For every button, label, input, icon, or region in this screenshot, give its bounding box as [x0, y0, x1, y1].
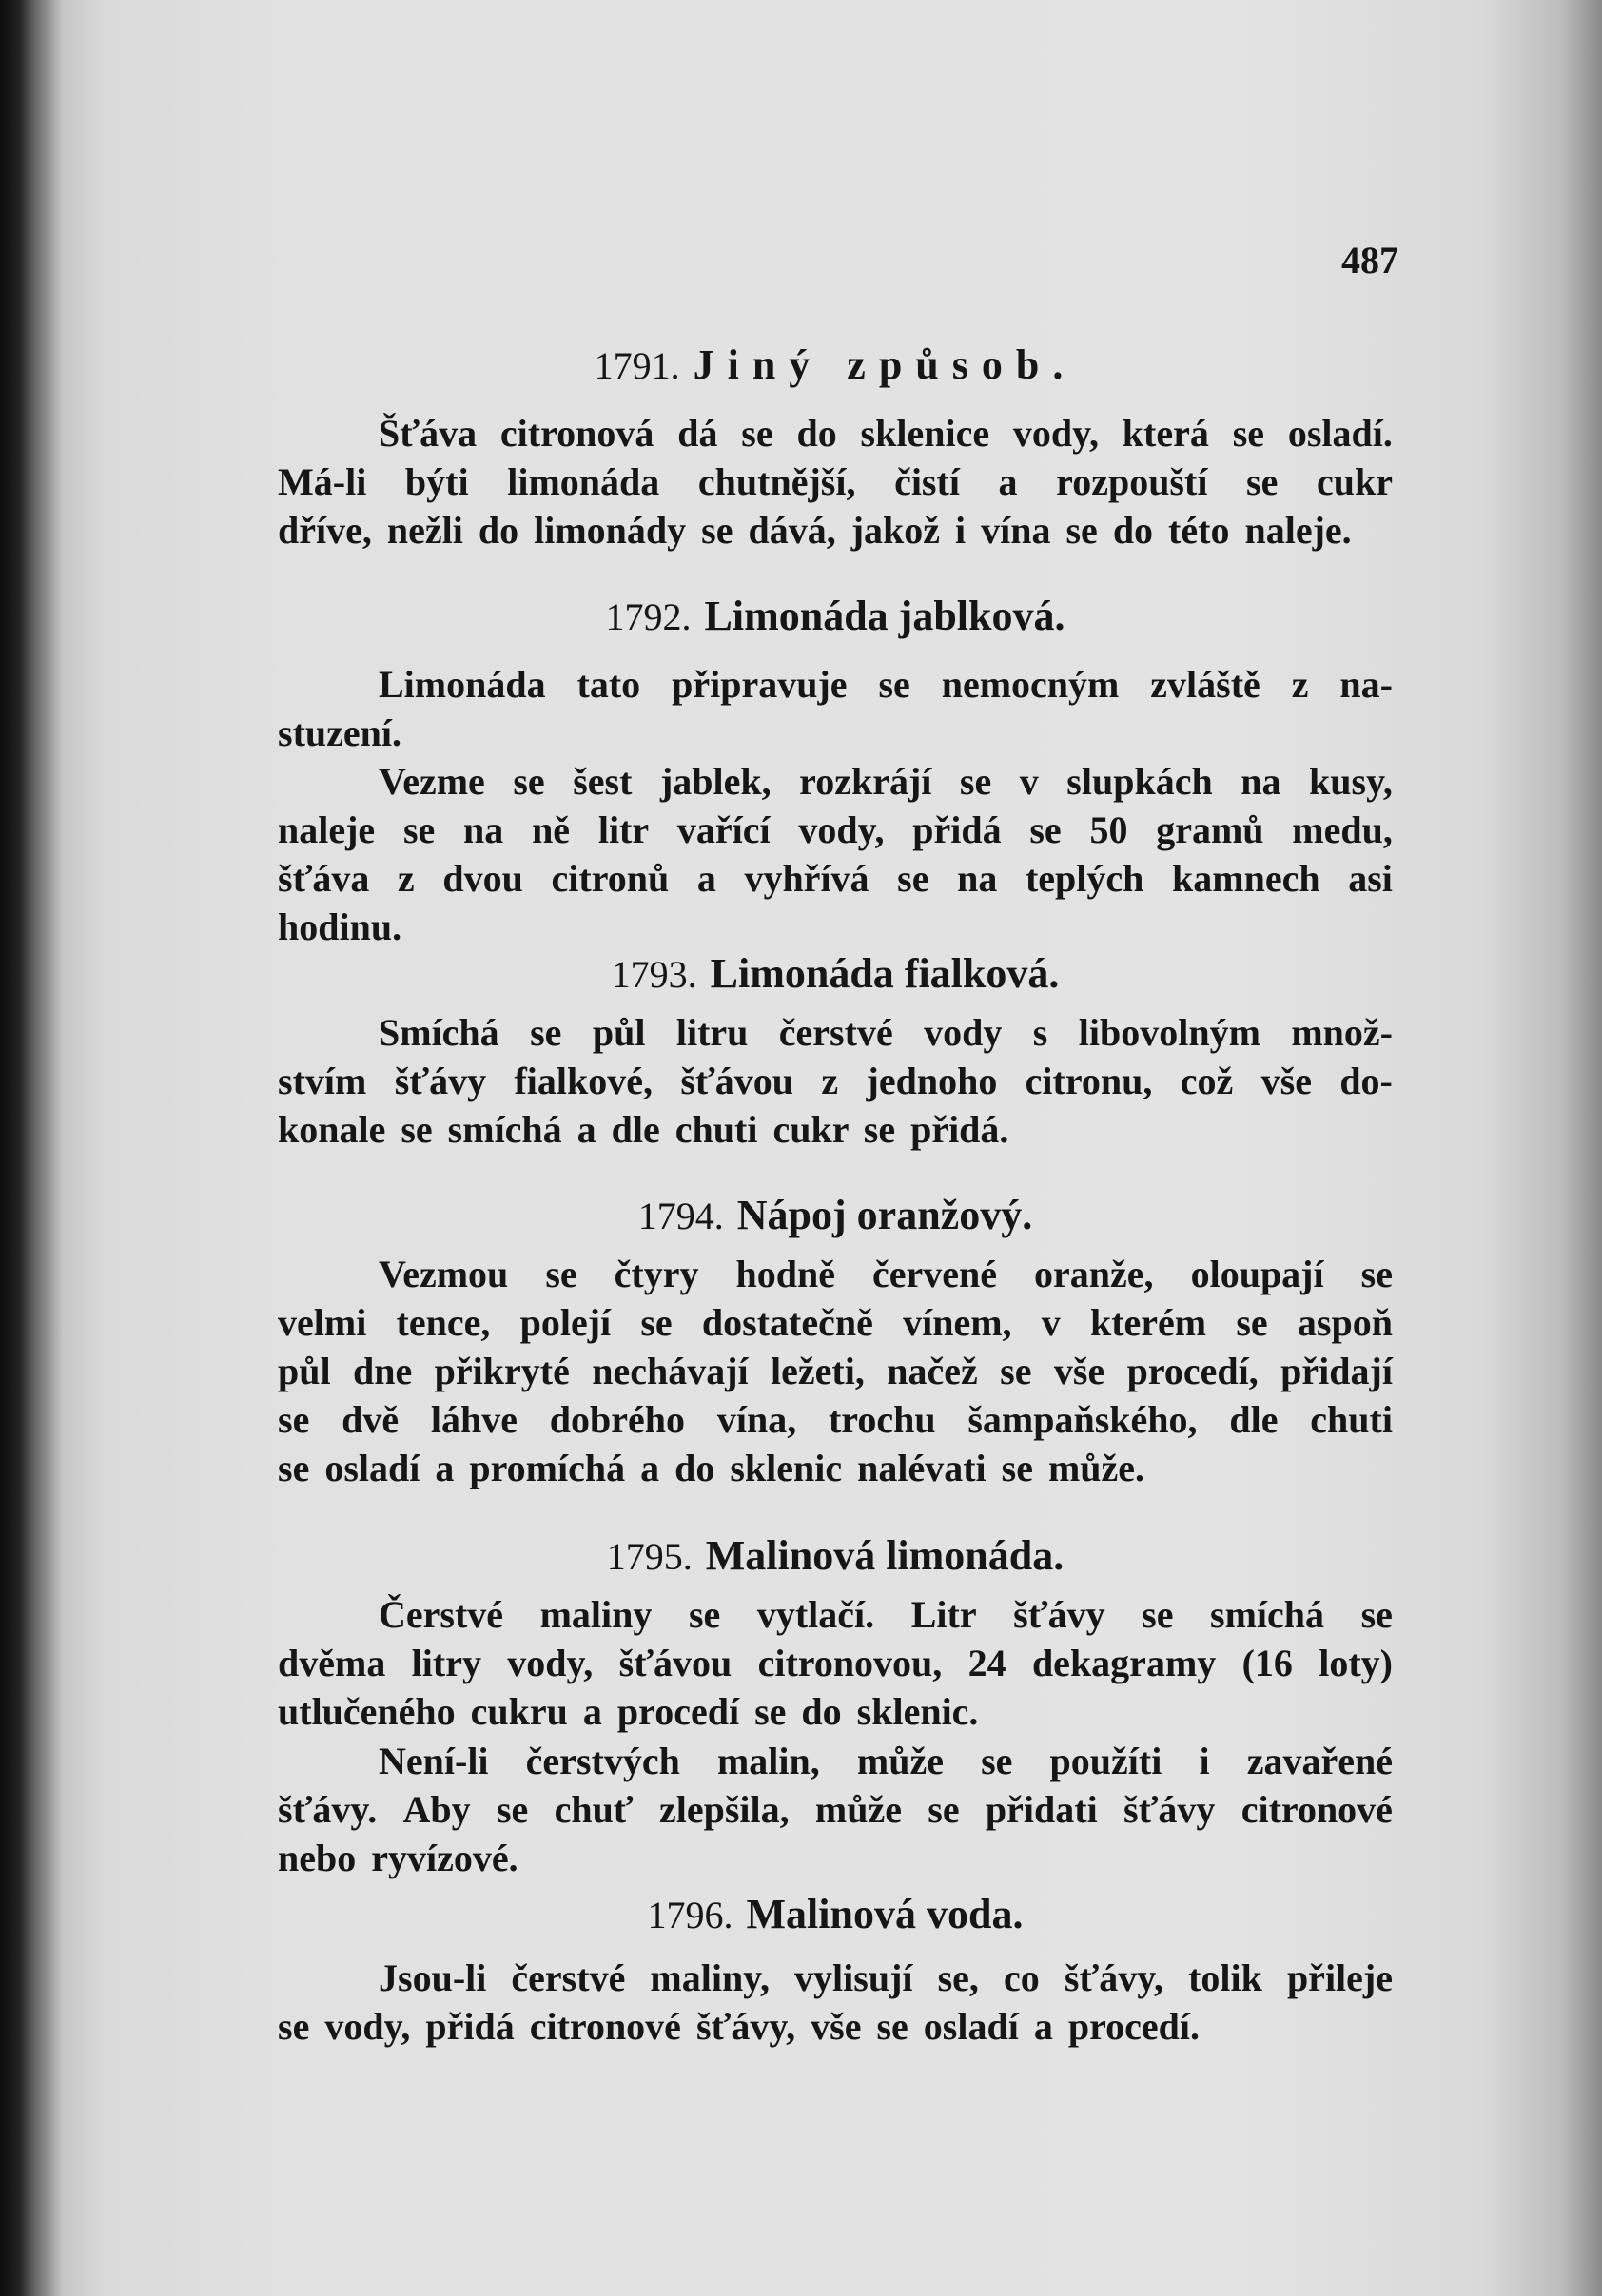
text-line: dvěma litry vody, šťávou citronovou, 24 dekagramy (16 loty): [278, 1642, 1393, 1684]
text-line: konale se smíchá a dle chuti cukr se přidá.: [278, 1108, 1009, 1151]
recipe-paragraph: [278, 1590, 1393, 1736]
recipe-heading: [278, 1531, 1393, 1580]
text-line: šťávy. Aby se chuť zlepšila, může se přidati šťávy citronové: [278, 1788, 1393, 1831]
text-line: se dvě láhve dobrého vína, trochu šampaňského, dle chuti: [278, 1398, 1393, 1441]
recipe-heading: [278, 949, 1393, 998]
recipe-title: Malinová limonáda.: [705, 1532, 1065, 1579]
recipe-heading: [278, 1890, 1393, 1938]
text-line: půl dne přikryté nechávají ležeti, načež se vše procedí, přidají: [278, 1350, 1393, 1392]
recipe-paragraph: [278, 660, 1393, 757]
text-line: Šťáva citronová dá se do sklenice vody, která se osladí.: [379, 412, 1393, 455]
recipe-heading: [278, 1191, 1393, 1239]
recipe-number: 1794.: [637, 1195, 724, 1237]
recipe-title: Limonáda jablková.: [704, 593, 1065, 639]
recipe-paragraph: [278, 1250, 1393, 1492]
text-line: stvím šťávy fialkové, šťávou z jednoho citronu, což vše do-: [278, 1060, 1393, 1102]
text-line: Limonáda tato připravuje se nemocným zvláště z na-: [379, 663, 1393, 706]
text-line: velmi tence, polejí se dostatečně vínem, v kterém se aspoň: [278, 1301, 1393, 1344]
recipe-number: 1796.: [647, 1894, 733, 1936]
recipe-title: Nápoj oranžový.: [736, 1192, 1033, 1238]
recipe-paragraph: [278, 1008, 1393, 1154]
text-line: utlučeného cukru a procedí se do sklenic.: [278, 1690, 979, 1733]
text-line: hodinu.: [278, 905, 402, 948]
recipe-number: 1791.: [594, 344, 680, 387]
text-line: Má-li býti limonáda chutnější, čistí a rozpouští se cukr: [278, 460, 1393, 503]
recipe-title: Limonáda fialková.: [710, 950, 1060, 997]
recipe-paragraph: [278, 409, 1393, 555]
text-line: Čerstvé maliny se vytlačí. Litr šťávy se smíchá se: [379, 1593, 1393, 1636]
recipe-number: 1793.: [611, 953, 697, 996]
text-line: nebo ryvízové.: [278, 1837, 518, 1879]
recipe-number: 1792.: [605, 595, 692, 638]
recipe-title: Jiný způsob.: [693, 341, 1077, 388]
text-line: Jsou-li čerstvé maliny, vylisují se, co šťávy, tolik přileje: [379, 1956, 1393, 1999]
recipe-paragraph: [278, 1737, 1393, 1882]
text-line: Vezme se šest jablek, rozkrájí se v slupkách na kusy,: [379, 760, 1393, 803]
page-number: 487: [1341, 239, 1398, 282]
text-line: naleje se na ně litr vařící vody, přidá se 50 gramů medu,: [278, 808, 1393, 851]
text-line: se vody, přidá citronové šťávy, vše se osladí a procedí.: [278, 2005, 1200, 2048]
text-line: Smíchá se půl litru čerstvé vody s libovolným množ-: [379, 1011, 1393, 1054]
text-line: šťáva z dvou citronů a vyhřívá se na teplých kamnech asi: [278, 857, 1393, 900]
recipe-paragraph: [278, 757, 1393, 951]
recipe-paragraph: [278, 1954, 1393, 2051]
text-line: se osladí a promíchá a do sklenic nalévati se může.: [278, 1447, 1145, 1489]
recipe-heading: [278, 592, 1393, 640]
text-line: Vezmou se čtyry hodně červené oranže, oloupají se: [379, 1253, 1393, 1295]
text-line: Není-li čerstvých malin, může se použíti i zavařené: [379, 1740, 1393, 1782]
recipe-heading: [278, 341, 1393, 389]
text-line: stuzení.: [278, 711, 401, 754]
text-line: dříve, nežli do limonády se dává, jakož i vína se do této naleje.: [278, 509, 1352, 552]
recipe-number: 1795.: [606, 1535, 693, 1578]
recipe-title: Malinová voda.: [746, 1891, 1024, 1937]
